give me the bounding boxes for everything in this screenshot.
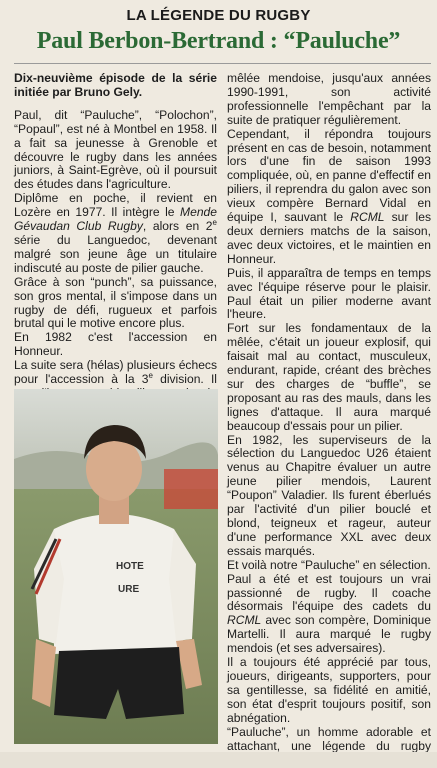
paragraph: Fort sur les fondamentaux de la mêlée, c'était un joueur explosif, qui faisait mal au contact, musculeux, endurant, rapide, créant des brèches sur des charges de “buffle”, se proposant au ras des mauls, dans les lignes d'attaque. Il aura marqué beaucoup d'essais pour un pilier. (227, 321, 431, 433)
shirt-sponsor-text: URE (118, 584, 140, 595)
paragraph: La suite sera (hélas) plusieurs échecs pour l'accession à la 3e division. Il (14, 358, 218, 387)
article-column-2 (227, 72, 431, 767)
header-divider (14, 63, 431, 64)
paragraph: En 1982 c'est l'accession en Honneur. (14, 330, 217, 359)
paragraph: mêlée mendoise, jusqu'aux années 1990-1991, son activité professionnelle l'empêchant par la suite de pratiquer régulièrement. (227, 71, 431, 127)
paragraph: Il a toujours été apprécié par tous, joueurs, dirigeants, supporters, pour sa gentillesse, sa fidélité en amitié, son état d'esprit toujours positif, son abnégation. (227, 655, 431, 725)
shirt-sponsor-text: HOTE (116, 561, 144, 572)
article-column-1 (14, 72, 217, 415)
paragraph: “Pauluche”, un homme adorable et attachant, une légende du rugby (227, 724, 431, 753)
paragraph: Diplôme en poche, il revient en Lozère en 1977. Il intègre le Mende Gévaudan Club Rugby, alors en 2e série du Languedoc, devenant malgré son jeune âge un titulaire indiscuté au poste de pilier gauche. (14, 191, 217, 275)
paragraph: Paul, dit “Pauluche”, “Polochon”, “Popaul”, est né à Montbel en 1958. Il a fait sa jeunesse à Grenoble et découvre le rugby dans les années juniors, à Saint-Egrève, où il poursuit des études dans l'agriculture. (14, 107, 217, 192)
section-kicker: LA LÉGENDE DU RUGBY (126, 7, 311, 24)
paragraph: Et voilà notre “Pauluche” en sélection. (227, 557, 431, 572)
paragraph: Puis, il apparaîtra de temps en temps avec l'équipe réserve pour le plaisir. Paul était un pilier moderne avant l'heure. (227, 265, 431, 322)
page-bottom-edge (0, 752, 437, 768)
paragraph: Paul a été et est toujours un vrai passionné de rugby. Il coache désormais l'équipe des cadets du RCML avec son compère, Dominique Martelli. Il aura marqué le rugby mendois (et ses adversaires). (227, 571, 431, 656)
paragraph: En 1982, les superviseurs de la sélection du Languedoc U26 étaient venus au Chapitre évaluer un autre jeune pilier mendois, Laurent “Poupon” Valadier. Ils furent éberlués par l'activité d'un pilier bouclé et blond, teigneux et rageur, auteur d'une performance XXL avec deux essais marqués. (227, 432, 431, 558)
paragraph: Cependant, il répondra toujours présent en cas de besoin, notamment lors d'une fin de saison 1993 compliquée, où, en panne d'effectif en piliers, il reprendra du galon avec son vieux compère Bernard Vidal en équipe I, sauvant le RCML sur les deux derniers matchs de la saison, avec deux victoires, et le maintien en Honneur. (227, 126, 432, 266)
player-photo (14, 389, 218, 744)
article-headline: Paul Berbon-Bertrand : “Pauluche” (36, 28, 401, 54)
paragraph: Grâce à son “punch”, sa puissance, son gros mental, il s'impose dans un rugby de défi, rugueux et parfois brutal qui le motive encore plus. (14, 274, 217, 331)
article-intro: Dix-neuvième épisode de la série initiée par Bruno Gely. (14, 71, 217, 99)
